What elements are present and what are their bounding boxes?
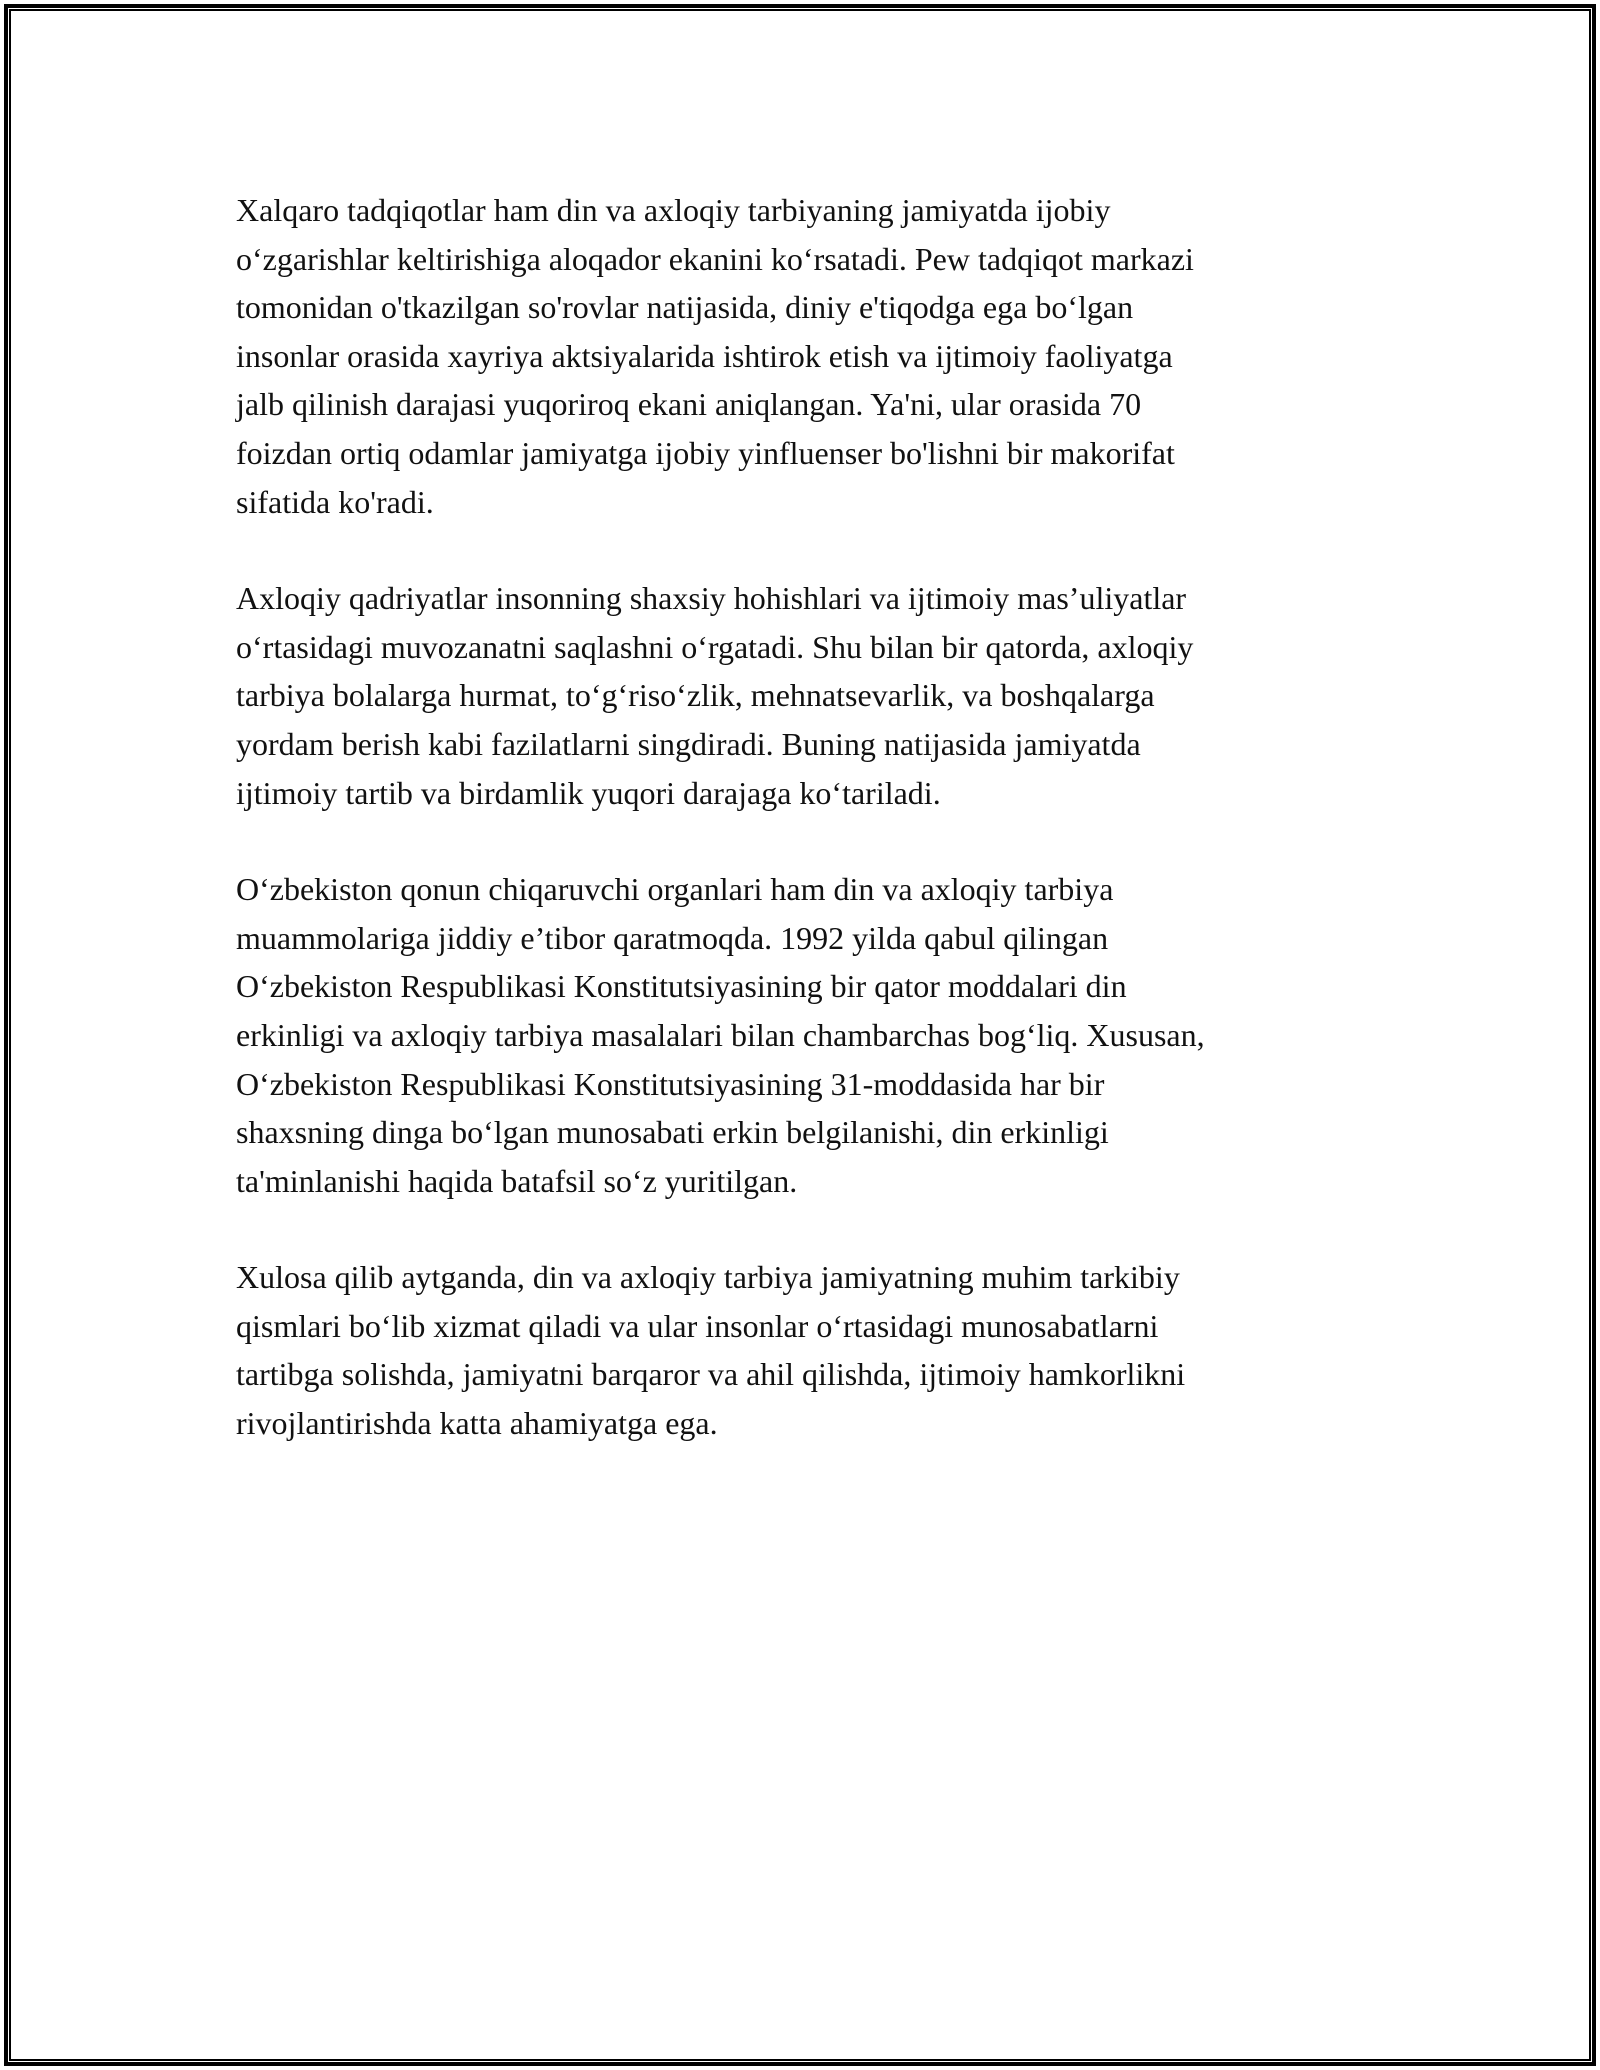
paragraph-moral-values: Axloqiy qadriyatlar insonning shaxsiy hohishlari va ijtimoiy mas’uliyatlar o‘rtasidagi muvozanatni saqlashni o‘rgatadi. Shu bilan bir qatorda, axloqiy tarbiya bolalarga hurmat, to‘g‘riso‘zlik, mehnatsevarlik, va boshqalarga yordam berish kabi fazilatlarni singdiradi. Buning natijasida jamiyatda ijtimoiy tartib va birdamlik yuqori darajaga ko‘tariladi. [236,580,1194,811]
document-body [236,186,1356,1496]
paragraph-international-research: Xalqaro tadqiqotlar ham din va axloqiy tarbiyaning jamiyatda ijobiy o‘zgarishlar keltirishiga aloqador ekanini ko‘rsatadi. Pew tadqiqot markazi tomonidan o'tkazilgan so'rovlar natijasida, diniy e'tiqodga ega bo‘lgan insonlar orasida xayriya aktsiyalarida ishtirok etish va ijtimoiy faoliyatga jalb qilinish darajasi yuqoriroq ekani aniqlangan. Ya'ni, ular orasida 70 foizdan ortiq odamlar jamiyatga ijobiy yinfluenser bo'lishni bir makorifat sifatida ko'radi. [236,192,1194,520]
paragraph-legislation: O‘zbekiston qonun chiqaruvchi organlari ham din va axloqiy tarbiya muammolariga jiddiy e’tibor qaratmoqda. 1992 yilda qabul qilingan O‘zbekiston Respublikasi Konstitutsiyasining bir qator moddalari din erkinligi va axloqiy tarbiya masalalari bilan chambarchas bog‘liq. Xususan, O‘zbekiston Respublikasi Konstitutsiyasining 31-moddasida har bir shaxsning dinga bo‘lgan munosabati erkin belgilanishi, din erkinligi ta'minlanishi haqida batafsil so‘z yuritilgan. [236,871,1205,1199]
paragraph-conclusion: Xulosa qilib aytganda, din va axloqiy tarbiya jamiyatning muhim tarkibiy qismlari bo‘lib xizmat qiladi va ular insonlar o‘rtasidagi munosabatlarni tartibga solishda, jamiyatni barqaror va ahil qilishda, ijtimoiy hamkorlikni rivojlantirishda katta ahamiyatga ega. [236,1259,1186,1442]
